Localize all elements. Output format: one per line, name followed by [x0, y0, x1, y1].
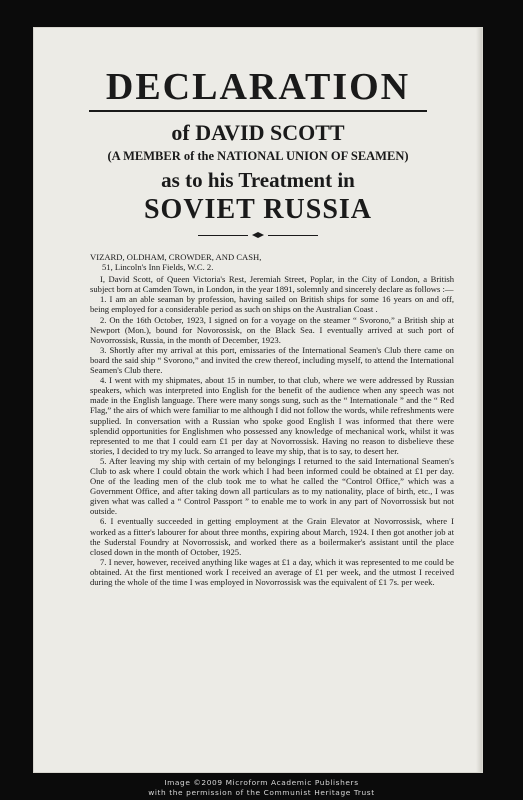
solicitor-address: 51, Lincoln's Inn Fields, W.C. 2. [102, 262, 214, 273]
membership-line: (A MEMBER of the NATIONAL UNION OF SEAMEN) [107, 149, 409, 163]
paragraph-7: 7. I never, however, received anything like wages at £1 a day, which it was represented to me could be obtained. At the first mentioned work I received an average of £1 per week, and the utmost I received during the whole of the time I was employed in Novorrossisk was the equivalent of £1 7s. per week. [90, 556, 454, 587]
divider-ornament [198, 232, 318, 240]
country-heading: SOVIET RUSSIA [143, 194, 373, 225]
declaration-body [34, 240, 482, 587]
paragraph-3: 3. Shortly after my arrival at this port, emissaries of the International Seamen's Club there came on board the said ship “ Svorono,” and invited the crew thereof, including myself, to attend the International Seamen's Club there. [90, 344, 454, 376]
solicitor-name: VIZARD, OLDHAM, CROWDER, AND CASH, [90, 252, 262, 262]
paragraph-4: 4. I went with my shipmates, about 15 in number, to that club, where we were addressed by Russian speakers, which was interpreted into English for the benefit of the audience when any speech was not made in the English language. There were many songs sung, such as the “ Internationale ” and the “ Red Flag,” the airs of which were familiar to me although I did not follow the words, while refreshments were supplied. In conversation with a Russian who spoke good English I was informed that there were splendid opportunities for Englishmen who possessed any knowledge of mechanical work, whilst it was represented to me that I could earn £1 per day at Novorrossisk. Having no reason to disbelieve these stories, I decided to try my luck. So arranged to leave my ship, that is to say, to desert her. [90, 375, 454, 456]
treatment-line: as to his Treatment in [161, 168, 355, 192]
document-title: DECLARATION [105, 66, 411, 108]
paragraph-6: 6. I eventually succeeded in getting employment at the Grain Elevator at Novorrossisk, where I worked as a fitter's labourer for about three months, expiring about March, 1924. I then got another job at the Suderstal Foundry at Novorrossisk, and worked there as a boilermaker's assistant until the place closed down in the month of October, 1925. [90, 516, 454, 557]
paragraph-2: 2. On the 16th October, 1923, I signed on for a voyage on the steamer “ Svorono,” a British ship at Newport (Mon.), bound for Novorossisk, on the Black Sea. I eventually arrived at such port of Novorrossisk, Russia, in the month of December, 1923. [90, 314, 454, 345]
ornament-icon [252, 232, 264, 238]
document-header [34, 28, 482, 240]
paragraph-1: 1. I am an able seaman by profession, having sailed on British ships for some 16 years on and off, being employed for a considerable period as such on ships on the Australian Coast . [90, 294, 454, 315]
subject-name: of DAVID SCOTT [171, 120, 345, 145]
permission-credit: with the permission of the Communist Heritage Trust [148, 788, 375, 797]
paragraph-5: 5. After leaving my ship with certain of my belongings I returned to the said International Seamen's Club to ask where I could obtain the work which I had been informed could be obtained at £1 per day. One of the leading men of the club took me to what he called the “Control Office,” which was a Government Office, and after taking down all particulars as to my nationality, place of birth, etc., I was given what was called a “ Control Passport ” to enable me to work in any part of Novorrossisk but not outside. [90, 455, 454, 517]
title-underline [89, 110, 427, 112]
document-page [34, 28, 482, 772]
image-copyright: Image ©2009 Microform Academic Publishers [164, 778, 359, 787]
paragraph-intro: I, David Scott, of Queen Victoria's Rest, Jeremiah Street, Poplar, in the City of London, a British subject born at Camden Town, in London, in the year 1891, solemnly and sincerely declare as follows :— [90, 274, 454, 295]
page-edge-shadow [476, 28, 482, 772]
